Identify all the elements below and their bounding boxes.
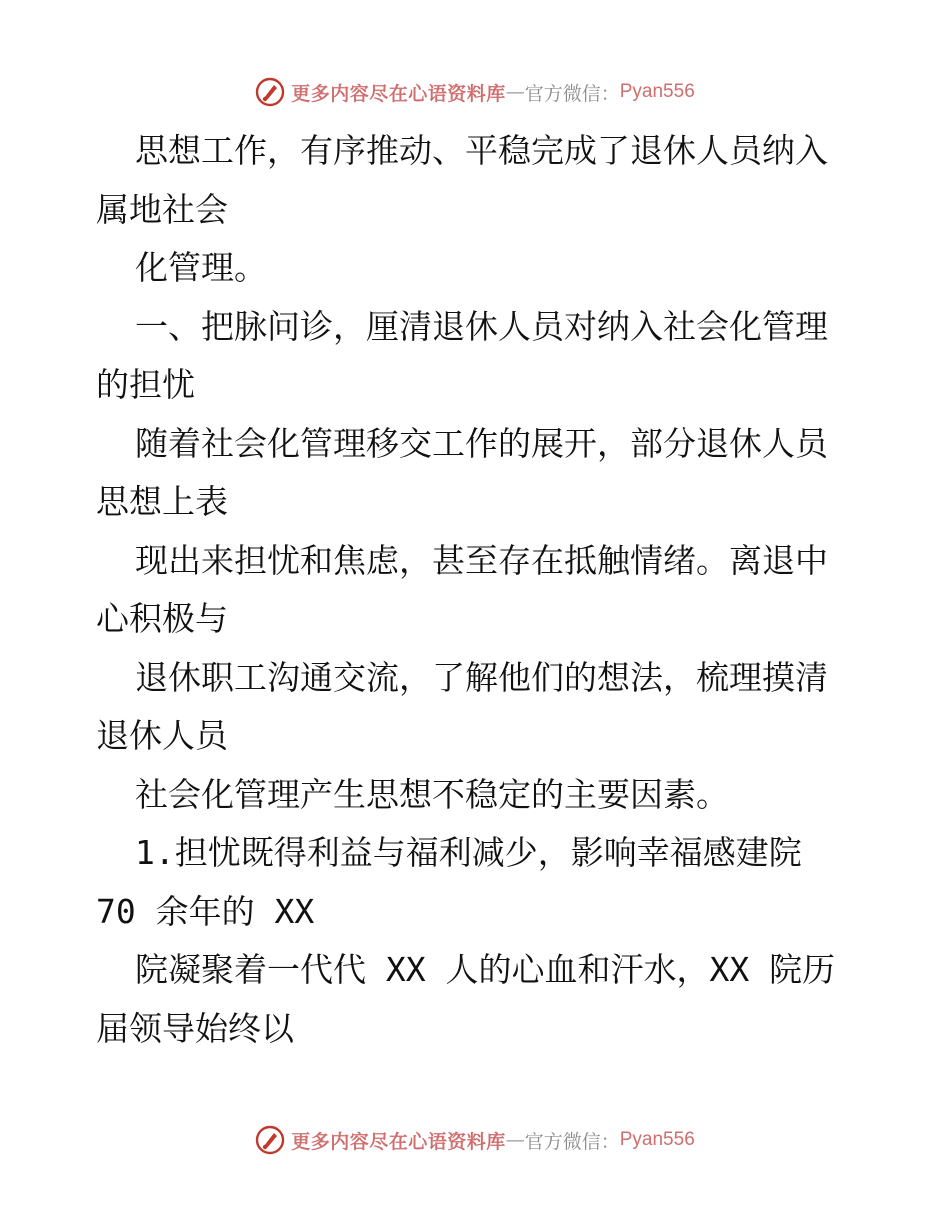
text-line: 退休人员 — [96, 716, 228, 755]
text-line: 化管理。 — [135, 248, 267, 287]
text-line: 属地社会 — [96, 189, 228, 229]
text-line: 的担忧 — [96, 365, 195, 404]
pen-nib-logo-icon — [255, 1125, 285, 1155]
header-promo-text: 更多内容尽在心语资料库 — [291, 82, 506, 105]
text-line: 退休职工沟通交流，了解他们的想法，梳理摸清 — [135, 657, 828, 697]
text-line: 届领导始终以 — [96, 1008, 294, 1048]
text-line: 一、把脉问诊，厘清退休人员对纳入社会化管理 — [135, 306, 828, 346]
header-wechat-label: 官方微信： — [524, 82, 620, 105]
text-line: 院凝聚着一代代 XX 人的心血和汗水，XX 院历 — [135, 950, 836, 989]
header-wechat-id: Pyan556 — [619, 81, 695, 102]
text-line: 社会化管理产生思想不稳定的主要因素。 — [135, 774, 729, 814]
footer-promo-text: 更多内容尽在心语资料库 — [291, 1130, 506, 1153]
footer-separator: — — [505, 1129, 525, 1151]
text-line: 现出来担忧和焦虑，甚至存在抵触情绪。离退中 — [135, 540, 828, 580]
text-line: 思想上表 — [96, 482, 228, 521]
text-line: 70 余年的 XX — [96, 891, 315, 931]
header-separator: — — [505, 81, 525, 103]
pen-nib-logo-icon — [255, 77, 285, 107]
header-banner — [0, 72, 950, 112]
text-line: 心积极与 — [96, 599, 228, 638]
document-body — [96, 122, 866, 1058]
text-line: 思想工作，有序推动、平稳完成了退休人员纳入 — [135, 131, 828, 170]
footer-wechat-id: Pyan556 — [619, 1129, 695, 1150]
footer-banner — [0, 1120, 950, 1160]
text-line: 随着社会化管理移交工作的展开，部分退休人员 — [135, 423, 828, 463]
footer-wechat-label: 官方微信： — [524, 1130, 620, 1153]
text-line: 1.担忧既得利益与福利减少，影响幸福感建院 — [135, 833, 802, 872]
